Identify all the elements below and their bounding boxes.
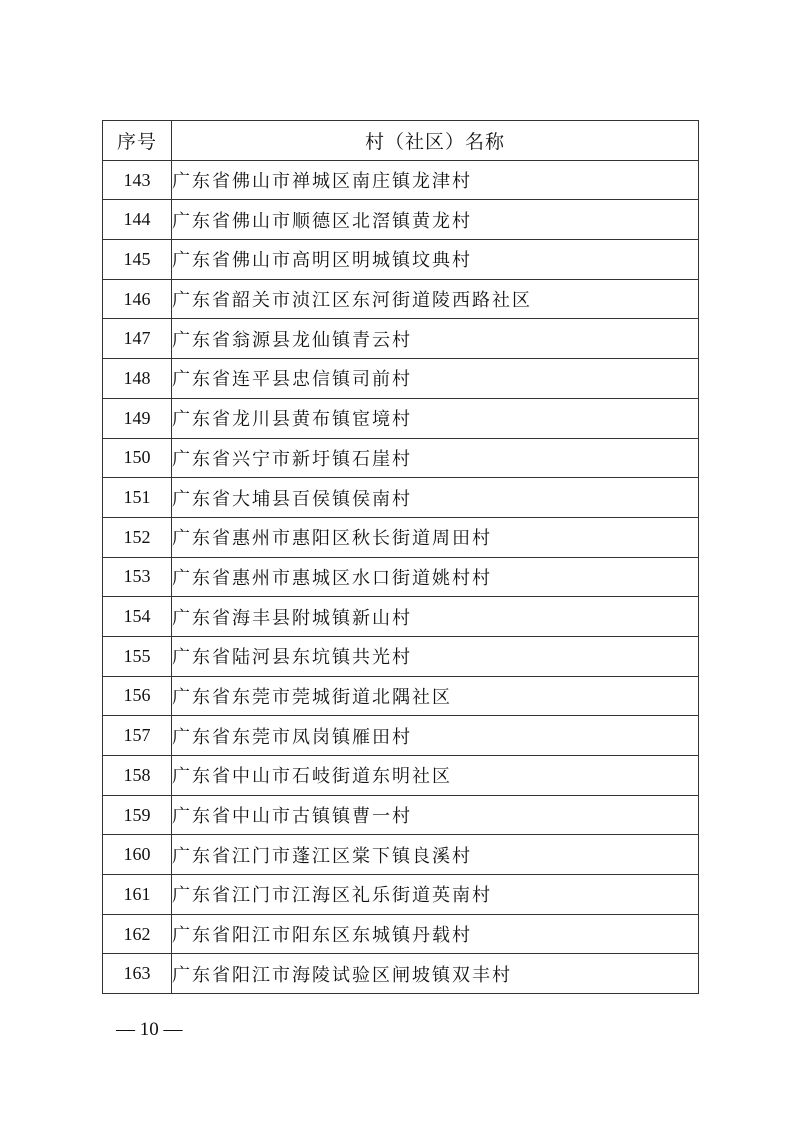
table-row	[103, 517, 699, 557]
row-index: 158	[103, 756, 172, 796]
village-name: 广东省翁源县龙仙镇青云村	[172, 319, 699, 359]
village-name: 广东省兴宁市新圩镇石崖村	[172, 438, 699, 478]
row-index: 149	[103, 398, 172, 438]
table-row	[103, 398, 699, 438]
row-index: 144	[103, 200, 172, 240]
village-name: 广东省佛山市高明区明城镇坟典村	[172, 240, 699, 280]
table-row	[103, 478, 699, 518]
village-name: 广东省佛山市禅城区南庄镇龙津村	[172, 160, 699, 200]
table-row	[103, 875, 699, 915]
village-name: 广东省大埔县百侯镇侯南村	[172, 478, 699, 518]
table-row	[103, 557, 699, 597]
row-index: 162	[103, 914, 172, 954]
village-list-table	[102, 120, 699, 994]
village-name: 广东省东莞市凤岗镇雁田村	[172, 716, 699, 756]
village-name: 广东省江门市蓬江区棠下镇良溪村	[172, 835, 699, 875]
table-row	[103, 597, 699, 637]
table-row	[103, 200, 699, 240]
row-index: 153	[103, 557, 172, 597]
table-row	[103, 279, 699, 319]
table-row	[103, 835, 699, 875]
village-name: 广东省惠州市惠城区水口街道姚村村	[172, 557, 699, 597]
village-name: 广东省中山市古镇镇曹一村	[172, 795, 699, 835]
village-name: 广东省中山市石岐街道东明社区	[172, 756, 699, 796]
village-name: 广东省阳江市阳东区东城镇丹载村	[172, 914, 699, 954]
row-index: 147	[103, 319, 172, 359]
row-index: 160	[103, 835, 172, 875]
village-name: 广东省阳江市海陵试验区闸坡镇双丰村	[172, 954, 699, 994]
row-index: 157	[103, 716, 172, 756]
row-index: 146	[103, 279, 172, 319]
village-name: 广东省海丰县附城镇新山村	[172, 597, 699, 637]
row-index: 163	[103, 954, 172, 994]
row-index: 156	[103, 676, 172, 716]
village-name: 广东省陆河县东坑镇共光村	[172, 636, 699, 676]
table-row	[103, 756, 699, 796]
table-row	[103, 795, 699, 835]
table-row	[103, 716, 699, 756]
village-name: 广东省惠州市惠阳区秋长街道周田村	[172, 517, 699, 557]
row-index: 154	[103, 597, 172, 637]
table-row	[103, 359, 699, 399]
row-index: 148	[103, 359, 172, 399]
table-row	[103, 319, 699, 359]
table-row	[103, 636, 699, 676]
index-column-header: 序号	[103, 121, 172, 161]
table-row	[103, 160, 699, 200]
village-name: 广东省江门市江海区礼乐街道英南村	[172, 875, 699, 915]
row-index: 159	[103, 795, 172, 835]
name-column-header: 村（社区）名称	[172, 121, 699, 161]
village-name: 广东省佛山市顺德区北滘镇黄龙村	[172, 200, 699, 240]
table-header-row	[103, 121, 699, 161]
row-index: 161	[103, 875, 172, 915]
table-row	[103, 676, 699, 716]
village-name: 广东省龙川县黄布镇宦境村	[172, 398, 699, 438]
village-name: 广东省韶关市浈江区东河街道陵西路社区	[172, 279, 699, 319]
page-number: — 10 —	[116, 1019, 183, 1040]
village-name: 广东省东莞市莞城街道北隅社区	[172, 676, 699, 716]
row-index: 145	[103, 240, 172, 280]
table-body	[103, 160, 699, 993]
row-index: 155	[103, 636, 172, 676]
row-index: 151	[103, 478, 172, 518]
table-row	[103, 240, 699, 280]
table-row	[103, 914, 699, 954]
table-row	[103, 954, 699, 994]
row-index: 143	[103, 160, 172, 200]
row-index: 152	[103, 517, 172, 557]
table-row	[103, 438, 699, 478]
village-name: 广东省连平县忠信镇司前村	[172, 359, 699, 399]
row-index: 150	[103, 438, 172, 478]
